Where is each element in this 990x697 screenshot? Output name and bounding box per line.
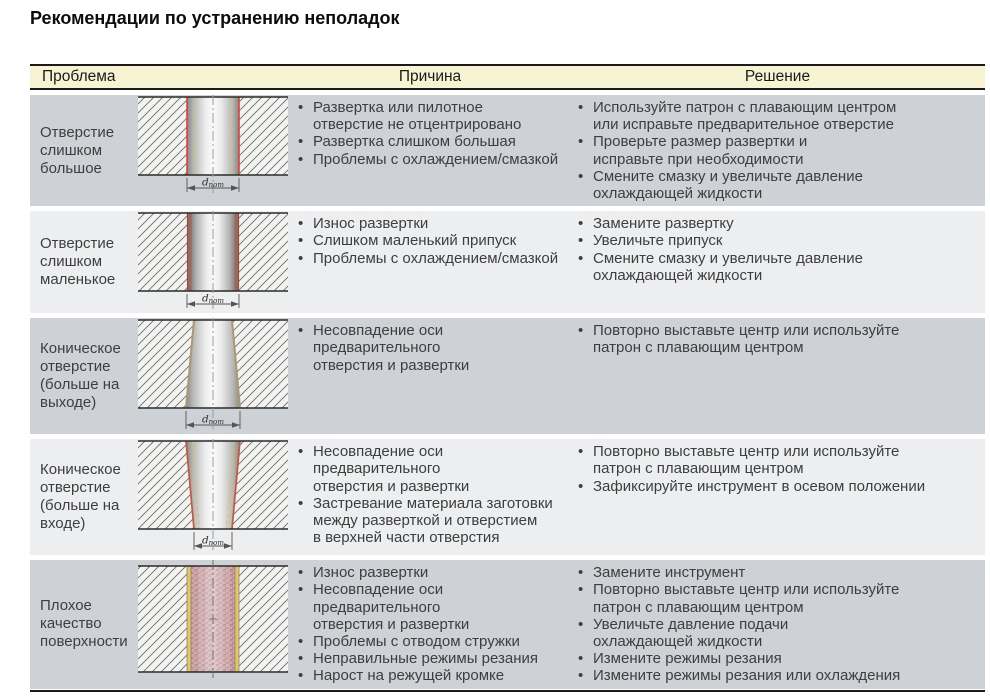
bullet-item: • Несовпадение оси предварительного отверстия и развертки [296, 443, 568, 495]
cause-cell [290, 560, 570, 688]
bullet-item: • Увеличьте припуск [576, 232, 938, 249]
bullet-item: • Несовпадение оси предварительного отверстия и развертки [296, 581, 568, 633]
bullet-item: • Смените смазку и увеличьте давление охлаждающей жидкости [576, 168, 938, 202]
dimension-label: dnom [201, 534, 224, 548]
bullet-item: • Несовпадение оси предварительного отверстия и развертки [296, 322, 568, 374]
solution-list [576, 215, 938, 284]
cause-list [296, 99, 568, 168]
table-row-hole-too-small [30, 211, 985, 313]
diagram-hole-too-large-icon [138, 95, 288, 195]
bullet-item: • Проблемы с охлаждением/смазкой [296, 250, 568, 267]
bullet-item: • Замените инструмент [576, 564, 938, 581]
bullet-item: • Неправильные режимы резания [296, 650, 568, 667]
header-problem: Проблема [42, 68, 116, 85]
troubleshooting-table [30, 64, 985, 692]
diagram-cell [135, 211, 290, 313]
dimension-label: dnom [201, 176, 224, 189]
diagram-cell [135, 439, 290, 555]
bullet-item: • Развертка или пилотное отверстие не отцентрировано [296, 99, 568, 133]
bullet-item: • Износ развертки [296, 215, 568, 232]
bullet-item: • Проверьте размер развертки и исправьте при необходимости [576, 133, 938, 167]
bullet-item: • Смените смазку и увеличьте давление охлаждающей жидкости [576, 250, 938, 284]
bullet-item: • Износ развертки [296, 564, 568, 581]
cause-list [296, 215, 568, 267]
problem-label: Коническое отверстие (больше на выходе) [40, 340, 121, 412]
bullet-item: • Измените режимы резания или охлаждения [576, 667, 938, 684]
cause-cell [290, 318, 570, 434]
cause-cell [290, 439, 570, 555]
diagram-cell [135, 95, 290, 206]
solution-cell [570, 560, 985, 688]
table-row-taper-larger-at-entry [30, 439, 985, 555]
diagram-cell [135, 318, 290, 434]
bullet-item: • Повторно выставьте центр или используйте патрон с плавающим центром [576, 443, 938, 477]
dimension-label: dnom [201, 413, 224, 427]
bullet-item: • Развертка слишком большая [296, 133, 568, 150]
bullet-item: • Нарост на режущей кромке [296, 667, 568, 684]
solution-list [576, 443, 938, 495]
dimension-label: dnom [201, 292, 224, 306]
problem-label: Отверстие слишком большое [40, 123, 115, 177]
bullet-item: • Замените развертку [576, 215, 938, 232]
table-row-poor-surface-finish [30, 560, 985, 688]
header-solution: Решение [744, 68, 811, 85]
cause-list [296, 443, 568, 546]
bullet-item: • Повторно выставьте центр или используйте патрон с плавающим центром [576, 581, 938, 615]
diagram-poor-surface-icon [138, 560, 288, 678]
solution-list [576, 322, 938, 356]
header-cause: Причина [398, 68, 462, 85]
bullet-item: • Используйте патрон с плавающим центром или исправьте предварительное отверстие [576, 99, 938, 133]
solution-cell [570, 318, 985, 434]
table-bottom-border [30, 690, 985, 692]
problem-label: Коническое отверстие (больше на входе) [40, 461, 121, 533]
solution-list [576, 564, 938, 684]
diagram-taper-exit-icon [138, 318, 288, 432]
diagram-hole-too-small-icon [138, 211, 288, 311]
bullet-item: • Увеличьте давление подачи охлаждающей жидкости [576, 616, 938, 650]
table-row-hole-too-large [30, 95, 985, 206]
cause-list [296, 322, 568, 374]
cause-cell [290, 95, 570, 206]
solution-cell [570, 95, 985, 206]
page-title: Рекомендации по устранению неполадок [30, 8, 400, 28]
bullet-item: • Зафиксируйте инструмент в осевом положении [576, 478, 938, 495]
diagram-taper-entry-icon [138, 439, 288, 553]
bullet-item: • Слишком маленький припуск [296, 232, 568, 249]
bullet-item: • Проблемы с охлаждением/смазкой [296, 151, 568, 168]
diagram-cell [135, 560, 290, 688]
problem-label: Плохое качество поверхности [40, 597, 128, 651]
bullet-item: • Застревание материала заготовки между разверткой и отверстием в верхней части отверстия [296, 495, 568, 547]
cause-cell [290, 211, 570, 313]
bullet-item: • Проблемы с отводом стружки [296, 633, 568, 650]
solution-cell [570, 211, 985, 313]
problem-label: Отверстие слишком маленькое [40, 235, 116, 289]
solution-cell [570, 439, 985, 555]
cause-list [296, 564, 568, 684]
bullet-item: • Измените режимы резания [576, 650, 938, 667]
table-row-taper-larger-at-exit [30, 318, 985, 434]
bullet-item: • Повторно выставьте центр или используйте патрон с плавающим центром [576, 322, 938, 356]
solution-list [576, 99, 938, 202]
table-header-row [30, 64, 985, 90]
